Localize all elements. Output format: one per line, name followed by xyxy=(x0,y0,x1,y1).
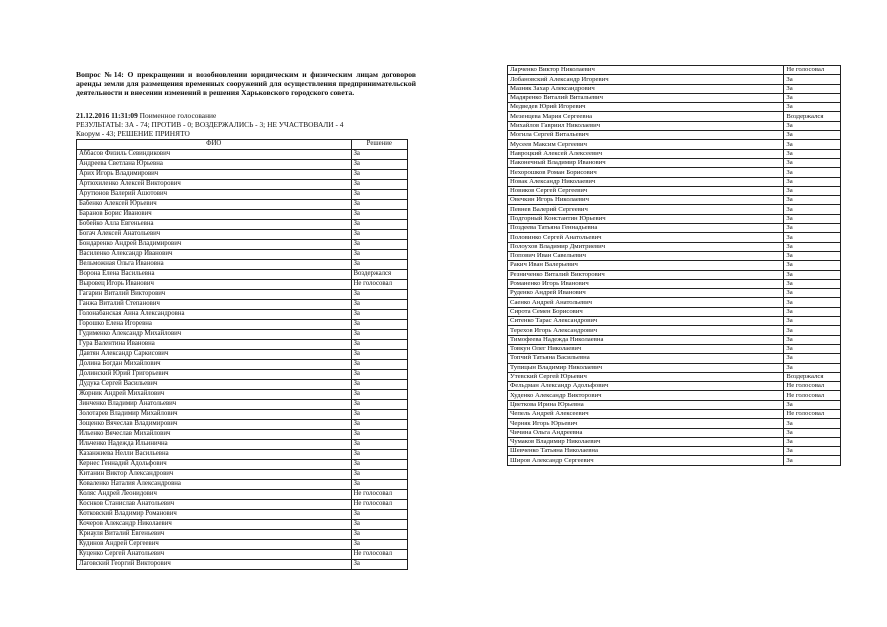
table-row xyxy=(508,149,841,158)
table-row xyxy=(77,360,408,370)
deputy-name: Коснков Станислав Анатольевич xyxy=(77,500,352,510)
table-row xyxy=(508,242,841,251)
vote-decision: За xyxy=(784,233,841,242)
column-header-name: ФИО xyxy=(77,140,352,150)
vote-decision: За xyxy=(784,363,841,372)
deputy-name: Ракич Иван Валерьевич xyxy=(508,261,784,270)
table-row xyxy=(508,317,841,326)
table-row xyxy=(508,233,841,242)
deputy-name: Аббасов Физиль Севиндикович xyxy=(77,150,352,160)
deputy-name: Шиpов Александр Сергеевич xyxy=(508,456,784,465)
table-row xyxy=(508,391,841,400)
table-row xyxy=(77,440,408,450)
vote-decision: За xyxy=(351,370,408,380)
vote-decision: Не голосовал xyxy=(784,409,841,418)
vote-decision: За xyxy=(351,380,408,390)
vote-decision: За xyxy=(784,251,841,260)
table-row xyxy=(77,380,408,390)
table-row xyxy=(508,261,841,270)
vote-decision: За xyxy=(351,170,408,180)
vote-decision: За xyxy=(351,430,408,440)
table-row xyxy=(77,250,408,260)
vote-decision: За xyxy=(351,420,408,430)
vote-decision: За xyxy=(351,480,408,490)
deputy-name: Зинченко Владимир Анатольевич xyxy=(77,400,352,410)
table-row xyxy=(508,326,841,335)
table-row xyxy=(77,180,408,190)
table-row xyxy=(77,370,408,380)
deputy-name: Кудинов Андрей Сергеевич xyxy=(77,540,352,550)
table-row xyxy=(508,372,841,381)
table-row xyxy=(77,530,408,540)
deputy-name: Михайлов Гавриил Николаевич xyxy=(508,121,784,130)
table-row xyxy=(508,93,841,102)
vote-decision: Не голосовал xyxy=(784,391,841,400)
table-row xyxy=(77,280,408,290)
table-header-row xyxy=(77,140,408,150)
deputy-name: Чичина Ольга Андреевна xyxy=(508,428,784,437)
table-row xyxy=(508,270,841,279)
vote-decision: За xyxy=(351,250,408,260)
table-row xyxy=(508,382,841,391)
deputy-name: Дудука Сергей Васильевич xyxy=(77,380,352,390)
table-row xyxy=(77,170,408,180)
deputy-name: Гудименко Александр Михайлович xyxy=(77,330,352,340)
deputy-name: Василенко Александр Иванович xyxy=(77,250,352,260)
table-row xyxy=(77,150,408,160)
deputy-name: Гура Валентина Ивановна xyxy=(77,340,352,350)
vote-decision: За xyxy=(351,530,408,540)
vote-decision: За xyxy=(351,160,408,170)
vote-decision: За xyxy=(784,75,841,84)
table-row xyxy=(508,409,841,418)
right-column xyxy=(507,65,841,466)
table-row xyxy=(77,190,408,200)
table-row xyxy=(508,428,841,437)
deputy-name: Криауля Виталий Евгеньевич xyxy=(77,530,352,540)
table-row xyxy=(77,480,408,490)
deputy-name: Баранов Борис Иванович xyxy=(77,210,352,220)
vote-decision: За xyxy=(351,200,408,210)
vote-decision: За xyxy=(784,298,841,307)
table-row xyxy=(508,279,841,288)
table-row xyxy=(508,84,841,93)
vote-decision: За xyxy=(351,460,408,470)
deputy-name: Долинский Юрий Григорьевич xyxy=(77,370,352,380)
deputy-name: Половинко Сергей Анатольевич xyxy=(508,233,784,242)
vote-decision: За xyxy=(784,456,841,465)
deputy-name: Руденко Андрей Иванович xyxy=(508,289,784,298)
vote-decision: Не голосовал xyxy=(784,66,841,75)
vote-decision: За xyxy=(784,279,841,288)
vote-table-left xyxy=(76,139,408,570)
table-row xyxy=(508,121,841,130)
vote-decision: За xyxy=(351,560,408,570)
vote-decision: За xyxy=(784,354,841,363)
column-header-decision: Решение xyxy=(351,140,408,150)
deputy-name: Резниченко Виталий Викторович xyxy=(508,270,784,279)
deputy-name: Ворона Елена Васильевна xyxy=(77,270,352,280)
vote-decision: За xyxy=(784,103,841,112)
table-body-right xyxy=(508,66,841,466)
table-row xyxy=(77,470,408,480)
deputy-name: Богач Алексей Анатольевич xyxy=(77,230,352,240)
deputy-name: Новиков Сергей Сергеевич xyxy=(508,186,784,195)
table-row xyxy=(77,330,408,340)
deputy-name: Товкун Олег Николаевич xyxy=(508,344,784,353)
deputy-name: Саенко Андрей Анатольевич xyxy=(508,298,784,307)
table-row xyxy=(508,112,841,121)
table-row xyxy=(77,320,408,330)
deputy-name: Вельможная Ольга Ивановна xyxy=(77,260,352,270)
vote-decision: За xyxy=(351,320,408,330)
deputy-name: Тимофеева Надежда Николаевна xyxy=(508,335,784,344)
vote-type: Поименное голосование xyxy=(139,111,217,120)
deputy-name: Золотарев Владимир Михайлович xyxy=(77,410,352,420)
vote-decision: За xyxy=(784,149,841,158)
vote-decision: За xyxy=(784,214,841,223)
table-row xyxy=(77,550,408,560)
table-row xyxy=(77,310,408,320)
deputy-name: Андреева Светлана Юрьевна xyxy=(77,160,352,170)
table-row xyxy=(508,196,841,205)
deputy-name: Кочеров Александр Николаевич xyxy=(77,520,352,530)
vote-datetime-line xyxy=(76,111,416,120)
vote-decision: За xyxy=(784,400,841,409)
vote-datetime: 21.12.2016 11:31:09 xyxy=(76,111,138,120)
deputy-name: Бабенко Алексей Юрьевич xyxy=(77,200,352,210)
vote-decision: За xyxy=(351,220,408,230)
table-row xyxy=(508,131,841,140)
vote-decision: За xyxy=(351,510,408,520)
table-row xyxy=(77,520,408,530)
vote-decision: За xyxy=(351,360,408,370)
table-row xyxy=(508,447,841,456)
vote-decision: За xyxy=(351,350,408,360)
deputy-name: Певнев Валерий Сергеевич xyxy=(508,205,784,214)
vote-decision: За xyxy=(784,177,841,186)
deputy-name: Голонабанская Анна Александровна xyxy=(77,310,352,320)
deputy-name: Горошко Елена Игоревна xyxy=(77,320,352,330)
vote-decision: За xyxy=(784,242,841,251)
table-row xyxy=(77,260,408,270)
deputy-name: Ильченко Надежда Ильинична xyxy=(77,440,352,450)
vote-decision: Не голосовал xyxy=(351,550,408,560)
deputy-name: Зощенко Вячеслав Владимирович xyxy=(77,420,352,430)
deputy-name: Мадяренко Виталий Витальевич xyxy=(508,93,784,102)
deputy-name: Арутюнов Валерий Ашотович xyxy=(77,190,352,200)
vote-decision: За xyxy=(784,93,841,102)
left-column xyxy=(76,70,416,570)
deputy-name: Полоухов Владимир Дмитриевич xyxy=(508,242,784,251)
deputy-name: Кернес Геннадий Адольфович xyxy=(77,460,352,470)
deputy-name: Черняк Игорь Юрьевич xyxy=(508,419,784,428)
table-row xyxy=(508,251,841,260)
table-row xyxy=(508,307,841,316)
table-row xyxy=(77,300,408,310)
question-title: Вопрос №14: О прекращении и возобновлении юридическим и физическим лицам договоров аренды земли для размещения временных сооружений для осуществления предпринимательской деятельности и внесении изменений в решения Харьковского городского совета. xyxy=(76,70,416,97)
vote-decision: За xyxy=(784,344,841,353)
deputy-name: Тупицын Владимир Николаевич xyxy=(508,363,784,372)
table-row xyxy=(508,168,841,177)
vote-decision: За xyxy=(784,326,841,335)
vote-decision: За xyxy=(784,261,841,270)
deputy-name: Овечкин Игорь Николаевич xyxy=(508,196,784,205)
vote-decision: За xyxy=(784,168,841,177)
vote-decision: За xyxy=(351,150,408,160)
table-row xyxy=(508,75,841,84)
vote-decision: За xyxy=(784,317,841,326)
table-row xyxy=(508,66,841,75)
vote-decision: Воздержался xyxy=(784,112,841,121)
table-row xyxy=(77,540,408,550)
deputy-name: Артюхиленко Алексей Викторович xyxy=(77,180,352,190)
vote-decision: За xyxy=(784,447,841,456)
deputy-name: Бобейко Алла Евгеньевна xyxy=(77,220,352,230)
deputy-name: Подгорный Константин Юрьевич xyxy=(508,214,784,223)
deputy-name: Котковский Владимир Романович xyxy=(77,510,352,520)
vote-decision: За xyxy=(784,289,841,298)
table-row xyxy=(77,420,408,430)
vote-decision: За xyxy=(351,450,408,460)
table-row xyxy=(508,158,841,167)
vote-decision: За xyxy=(784,140,841,149)
table-row xyxy=(77,290,408,300)
table-row xyxy=(77,510,408,520)
deputy-name: Мезенцева Мария Сергеевна xyxy=(508,112,784,121)
deputy-name: Коляс Андрей Леонидович xyxy=(77,490,352,500)
table-row xyxy=(508,214,841,223)
vote-decision: За xyxy=(351,340,408,350)
vote-meta xyxy=(76,111,416,138)
vote-decision: За xyxy=(784,196,841,205)
vote-decision: За xyxy=(351,440,408,450)
deputy-name: Сирота Семен Борисович xyxy=(508,307,784,316)
deputy-name: Давтян Александр Саркисович xyxy=(77,350,352,360)
vote-decision: За xyxy=(351,260,408,270)
deputy-name: Куценко Сергей Анатольевич xyxy=(77,550,352,560)
deputy-name: Гагарин Виталий Викторович xyxy=(77,290,352,300)
deputy-name: Новак Александр Николаевич xyxy=(508,177,784,186)
table-row xyxy=(508,205,841,214)
deputy-name: Чепель Андрей Алексеевич xyxy=(508,409,784,418)
table-row xyxy=(508,354,841,363)
vote-decision: За xyxy=(784,428,841,437)
table-row xyxy=(77,220,408,230)
deputy-name: Мусеев Максим Сергеевич xyxy=(508,140,784,149)
vote-decision: За xyxy=(351,290,408,300)
vote-quorum: Кворум - 43; РЕШЕНИЕ ПРИНЯТО xyxy=(76,129,190,138)
table-row xyxy=(508,177,841,186)
vote-table-right xyxy=(507,65,841,466)
deputy-name: Ильенко Вячеслав Михайлович xyxy=(77,430,352,440)
vote-decision: За xyxy=(351,400,408,410)
deputy-name: Жорник Андрей Михайлович xyxy=(77,390,352,400)
vote-decision: За xyxy=(784,335,841,344)
deputy-name: Выровец Игорь Иванович xyxy=(77,280,352,290)
vote-decision: За xyxy=(784,121,841,130)
vote-decision: Не голосовал xyxy=(351,490,408,500)
deputy-name: Китанин Виктор Александрович xyxy=(77,470,352,480)
deputy-name: Попович Иван Савельевич xyxy=(508,251,784,260)
deputy-name: Ситенко Тарас Александрович xyxy=(508,317,784,326)
table-row xyxy=(77,160,408,170)
vote-decision: За xyxy=(351,240,408,250)
deputy-name: Казанжиева Нелли Васильевна xyxy=(77,450,352,460)
table-row xyxy=(508,103,841,112)
deputy-name: Долина Богдан Михайлович xyxy=(77,360,352,370)
vote-decision: За xyxy=(784,84,841,93)
vote-decision: За xyxy=(784,224,841,233)
vote-decision: Не голосовал xyxy=(351,280,408,290)
deputy-name: Навроцкий Алексей Алексеевич xyxy=(508,149,784,158)
table-row xyxy=(508,363,841,372)
deputy-name: Лаговский Георгий Викторович xyxy=(77,560,352,570)
vote-decision: За xyxy=(351,230,408,240)
table-row xyxy=(77,400,408,410)
table-row xyxy=(77,500,408,510)
table-row xyxy=(77,230,408,240)
deputy-name: Ларченко Виктор Николаевич xyxy=(508,66,784,75)
vote-decision: Воздержался xyxy=(784,372,841,381)
deputy-name: Терехов Игорь Александрович xyxy=(508,326,784,335)
vote-decision: За xyxy=(351,540,408,550)
vote-decision: За xyxy=(351,180,408,190)
vote-decision: За xyxy=(351,470,408,480)
vote-results: РЕЗУЛЬТАТЫ: ЗА - 74; ПРОТИВ - 0; ВОЗДЕРЖАЛИСЬ - 3; НЕ УЧАСТВОВАЛИ - 4 xyxy=(76,120,344,129)
vote-decision: За xyxy=(784,437,841,446)
vote-decision: За xyxy=(351,330,408,340)
deputy-name: Цветкова Ирина Юрьевна xyxy=(508,400,784,409)
table-row xyxy=(508,456,841,465)
vote-decision: За xyxy=(784,419,841,428)
vote-decision: Воздержался xyxy=(351,270,408,280)
deputy-name: Топчий Татьяна Васильевна xyxy=(508,354,784,363)
table-row xyxy=(508,289,841,298)
table-row xyxy=(77,390,408,400)
deputy-name: Ганжа Виталий Степанович xyxy=(77,300,352,310)
vote-decision: За xyxy=(351,300,408,310)
deputy-name: Лобановский Александр Игоревич xyxy=(508,75,784,84)
deputy-name: Поздеева Татьяна Геннадьевна xyxy=(508,224,784,233)
deputy-name: Медведев Юрий Игоревич xyxy=(508,103,784,112)
vote-decision: Не голосовал xyxy=(784,382,841,391)
vote-decision: За xyxy=(784,186,841,195)
vote-decision: За xyxy=(351,390,408,400)
deputy-name: Чумаков Владимир Николаевич xyxy=(508,437,784,446)
deputy-name: Фельдман Александр Адольфович xyxy=(508,382,784,391)
vote-decision: За xyxy=(351,210,408,220)
table-row xyxy=(77,270,408,280)
vote-decision: За xyxy=(351,190,408,200)
deputy-name: Арих Игорь Владимирович xyxy=(77,170,352,180)
deputy-name: Романенко Игорь Иванович xyxy=(508,279,784,288)
vote-decision: За xyxy=(351,310,408,320)
table-row xyxy=(77,200,408,210)
table-row xyxy=(508,335,841,344)
table-row xyxy=(77,460,408,470)
table-row xyxy=(508,224,841,233)
table-row xyxy=(508,437,841,446)
table-row xyxy=(508,400,841,409)
deputy-name: Утевский Сергей Юрьевич xyxy=(508,372,784,381)
table-row xyxy=(508,298,841,307)
vote-decision: За xyxy=(784,131,841,140)
deputy-name: Худенко Александр Викторович xyxy=(508,391,784,400)
vote-decision: За xyxy=(784,205,841,214)
deputy-name: Могила Сергей Витальевич xyxy=(508,131,784,140)
vote-decision: За xyxy=(784,307,841,316)
table-row xyxy=(77,430,408,440)
vote-decision: За xyxy=(784,158,841,167)
table-row xyxy=(508,419,841,428)
table-row xyxy=(77,350,408,360)
table-body-left xyxy=(77,150,408,570)
vote-decision: Не голосовал xyxy=(351,500,408,510)
deputy-name: Наконечный Владимир Иванович xyxy=(508,158,784,167)
vote-decision: За xyxy=(351,410,408,420)
vote-decision: За xyxy=(351,520,408,530)
table-row xyxy=(77,490,408,500)
deputy-name: Шевченко Татьяна Николаевна xyxy=(508,447,784,456)
table-row xyxy=(508,140,841,149)
table-row xyxy=(77,340,408,350)
deputy-name: Бондаренко Андрей Владимирович xyxy=(77,240,352,250)
table-row xyxy=(508,344,841,353)
deputy-name: Мазняк Захар Александрович xyxy=(508,84,784,93)
table-row xyxy=(508,186,841,195)
table-row xyxy=(77,560,408,570)
deputy-name: Коваленко Наталия Александровна xyxy=(77,480,352,490)
deputy-name: Нехорошков Роман Борисович xyxy=(508,168,784,177)
table-row xyxy=(77,240,408,250)
table-row xyxy=(77,450,408,460)
table-row xyxy=(77,410,408,420)
table-row xyxy=(77,210,408,220)
vote-decision: За xyxy=(784,270,841,279)
